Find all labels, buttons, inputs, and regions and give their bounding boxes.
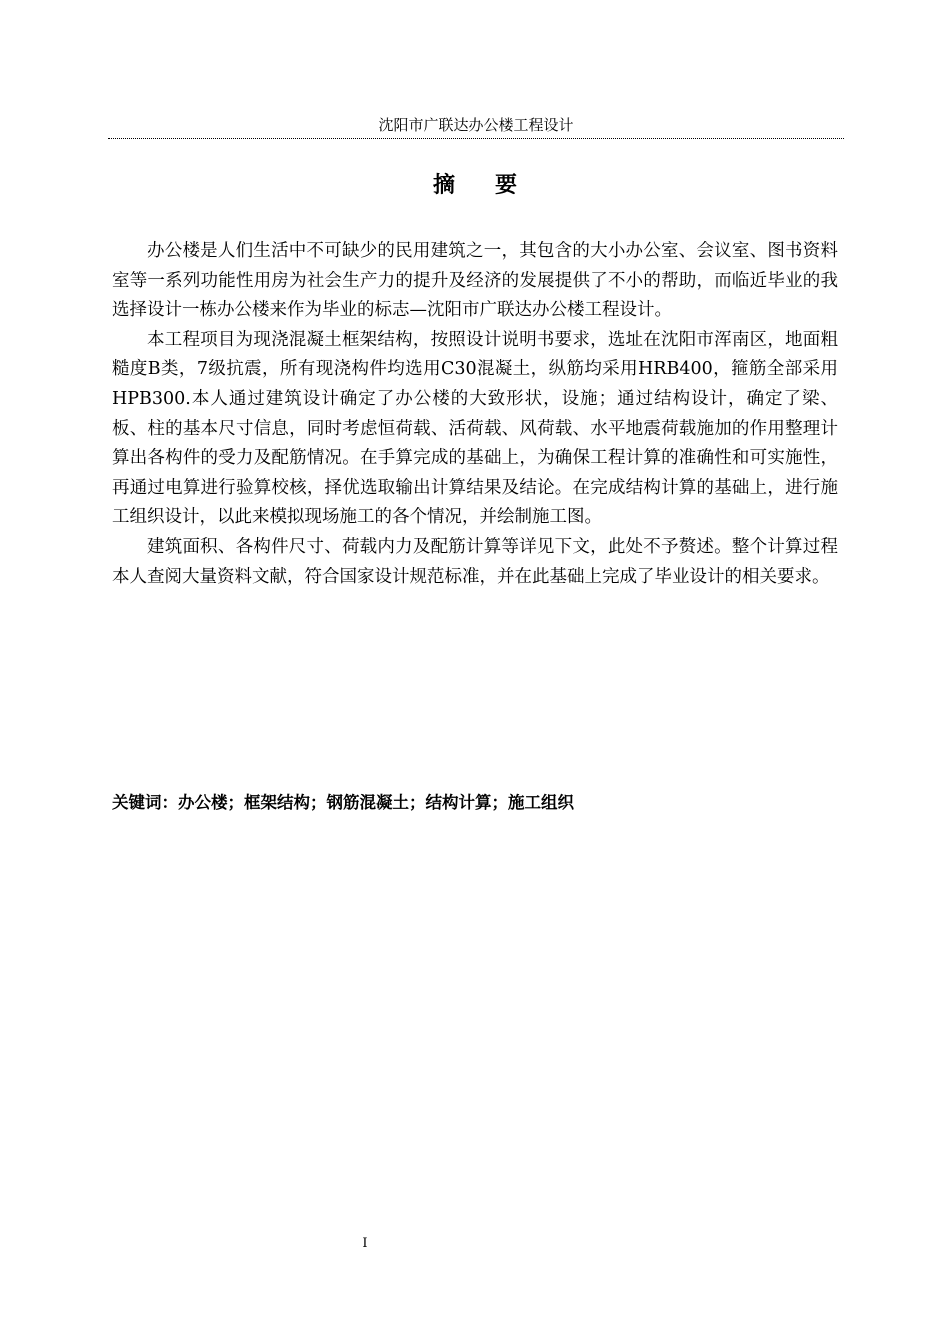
keywords-line: 关键词：办公楼；框架结构；钢筋混凝土；结构计算；施工组织 (112, 793, 574, 812)
abstract-paragraph-1: 办公楼是人们生活中不可缺少的民用建筑之一，其包含的大小办公室、会议室、图书资料室等一系列功能性用房为社会生产力的提升及经济的发展提供了不小的帮助，而临近毕业的我选择设计一栋办公楼来作为毕业的标志—沈阳市广联达办公楼工程设计。 (112, 241, 838, 321)
running-header: 沈阳市广联达办公楼工程设计 (108, 116, 844, 139)
abstract-body (112, 237, 838, 592)
page-number: I (362, 1236, 368, 1251)
abstract-paragraph-2: 本工程项目为现浇混凝土框架结构，按照设计说明书要求，选址在沈阳市浑南区，地面粗糙度B类，7级抗震，所有现浇构件均选用C30混凝土，纵筋均采用HRB400，箍筋全部采用HPB300.本人通过建筑设计确定了办公楼的大致形状，设施；通过结构设计，确定了梁、板、柱的基本尺寸信息，同时考虑恒荷载、活荷载、风荷载、水平地震荷载施加的作用整理计算出各构件的受力及配筋情况。在手算完成的基础上，为确保工程计算的准确性和可实施性，再通过电算进行验算校核，择优选取输出计算结果及结论。在完成结构计算的基础上，进行施工组织设计，以此来模拟现场施工的各个情况，并绘制施工图。 (112, 329, 838, 528)
abstract-heading: 摘要 (432, 173, 557, 198)
abstract-paragraph-3: 建筑面积、各构件尺寸、荷载内力及配筋计算等详见下文，此处不予赘述。整个计算过程本人查阅大量资料文献，符合国家设计规范标准，并在此基础上完成了毕业设计的相关要求。 (112, 536, 838, 587)
